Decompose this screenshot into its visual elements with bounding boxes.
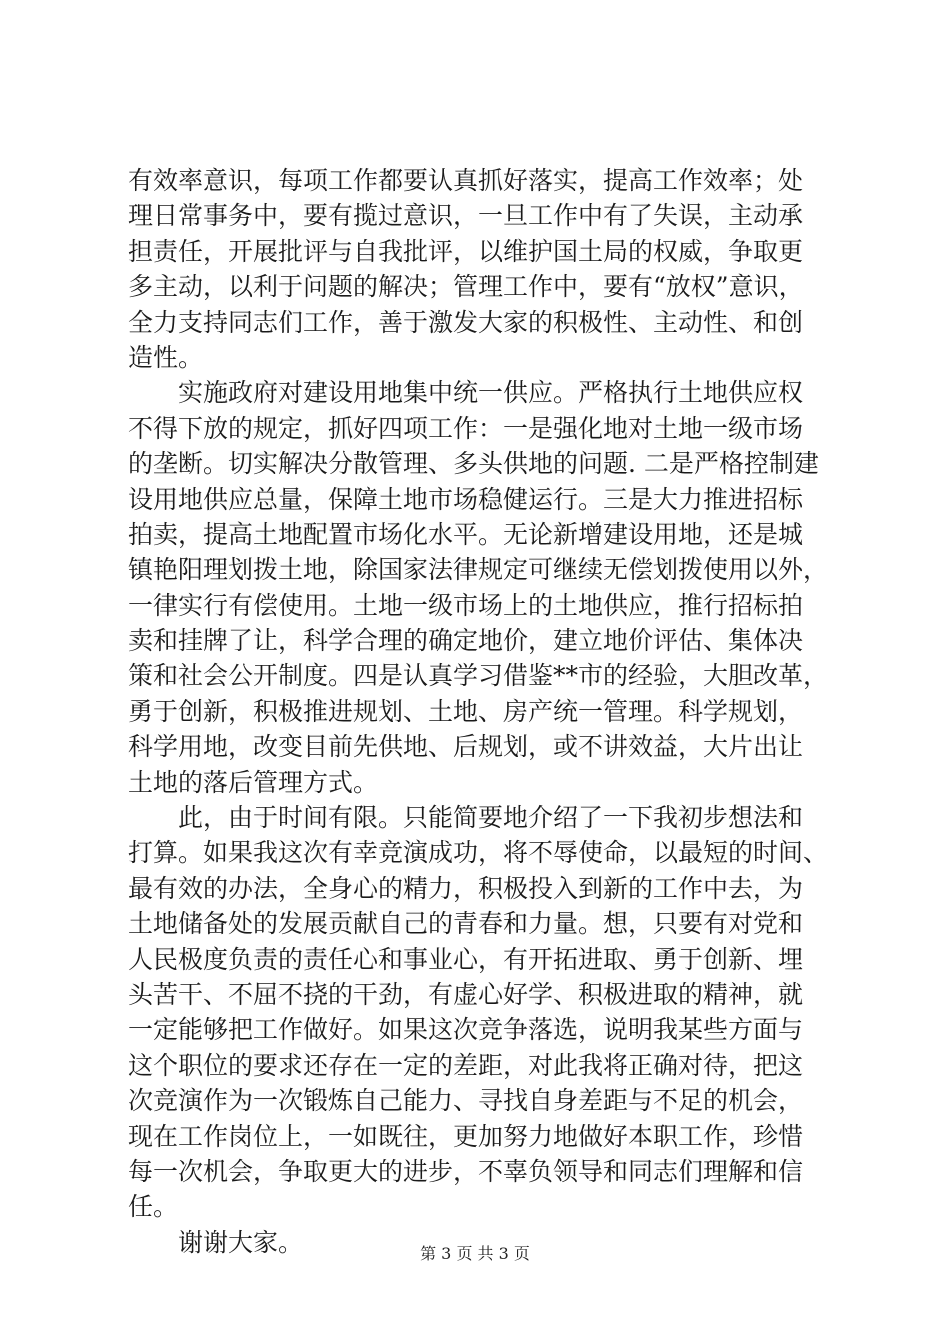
text-line: 一定能够把工作做好。如果这次竞争落选，说明我某些方面与 — [128, 1015, 804, 1045]
text-line: 这个职位的要求还存在一定的差距，对此我将正确对待，把这 — [128, 1050, 804, 1080]
text-line: 谢谢大家。 — [128, 1227, 304, 1257]
text-line: 卖和挂牌了让，科学合理的确定地价，建立地价评估、集体决 — [128, 626, 804, 656]
page-number-footer: 第 3 页 共 3 页 — [420, 1244, 530, 1263]
text-line: 土地的落后管理方式。 — [128, 767, 379, 797]
text-line: 最有效的办法，全身心的精力，积极投入到新的工作中去，为 — [128, 873, 804, 903]
text-line: 人民极度负责的责任心和事业心，有开拓进取、勇于创新、埋 — [128, 944, 804, 974]
text-line: 拍卖，提高土地配置市场化水平。无论新增建设用地，还是城 — [128, 519, 804, 549]
text-line: 勇于创新，积极推进规划、土地、房产统一管理。科学规划， — [128, 696, 804, 726]
text-line: 此，由于时间有限。只能简要地介绍了一下我初步想法和 — [128, 803, 804, 833]
text-line: 的垄断。切实解决分散管理、多头供地的问题. 二是严格控制建 — [128, 449, 819, 479]
text-line: 全力支持同志们工作，善于激发大家的积极性、主动性、和创 — [128, 307, 804, 337]
text-line: 镇艳阳理划拨土地，除国家法律规定可继续无偿划拨使用以外， — [128, 555, 829, 585]
text-line: 造性。 — [128, 342, 204, 372]
text-line: 担责任，开展批评与自我批评，以维护国土局的权威，争取更 — [128, 236, 804, 266]
text-line: 土地储备处的发展贡献自己的青春和力量。想，只要有对党和 — [128, 909, 804, 939]
text-line: 一律实行有偿使用。土地一级市场上的土地供应，推行招标拍 — [128, 590, 804, 620]
text-line: 有效率意识，每项工作都要认真抓好落实，提高工作效率；处 — [128, 166, 804, 195]
text-line: 头苦干、不屈不挠的干劲，有虚心好学、积极进取的精神，就 — [128, 979, 804, 1009]
text-line: 理日常事务中，要有揽过意识，一旦工作中有了失误，主动承 — [128, 201, 804, 231]
text-line: 策和社会公开制度。四是认真学习借鉴**市的经验，大胆改革， — [128, 661, 829, 691]
text-line: 不得下放的规定，抓好四项工作：一是强化地对土地一级市场 — [128, 413, 804, 443]
text-line: 多主动，以利于问题的解决；管理工作中，要有“放权”意识， — [128, 272, 804, 302]
text-line: 现在工作岗位上，一如既往，更加努力地做好本职工作，珍惜 — [128, 1121, 804, 1151]
text-line: 科学用地，改变目前先供地、后规划，或不讲效益，大片出让 — [128, 732, 804, 762]
text-line: 打算。如果我这次有幸竞演成功，将不辱使命，以最短的时间、 — [128, 838, 829, 868]
text-line: 次竞演作为一次锻炼自己能力、寻找自身差距与不足的机会， — [128, 1086, 804, 1116]
text-line: 实施政府对建设用地集中统一供应。严格执行土地供应权 — [128, 378, 804, 408]
text-line: 任。 — [128, 1192, 179, 1222]
document-body — [128, 163, 834, 1260]
text-line: 设用地供应总量，保障土地市场稳健运行。三是大力推进招标 — [128, 484, 804, 514]
text-line: 每一次机会，争取更大的进步，不辜负领导和同志们理解和信 — [128, 1156, 804, 1186]
